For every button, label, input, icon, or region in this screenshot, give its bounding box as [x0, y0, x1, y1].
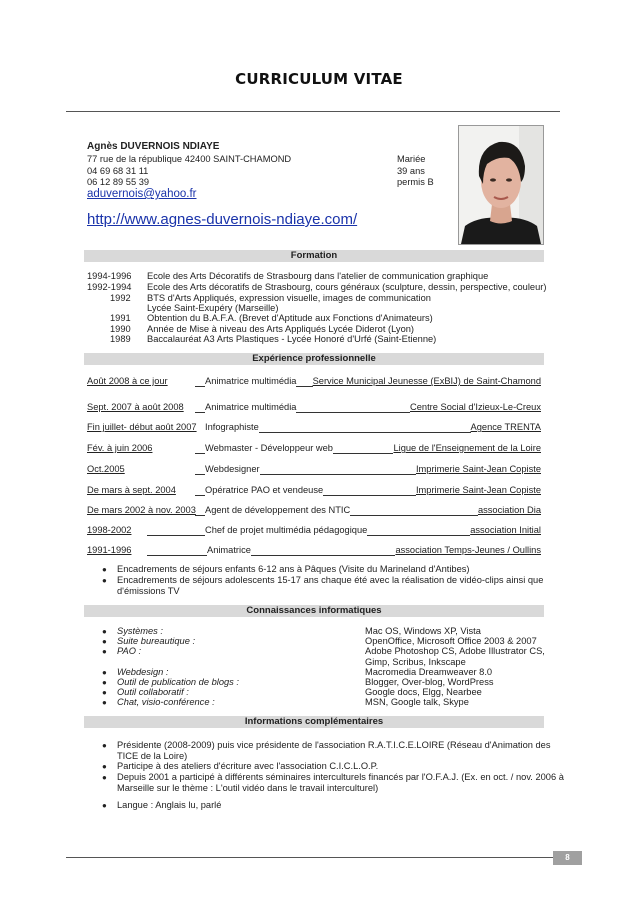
- experience-org: Agence TRENTA: [470, 422, 541, 432]
- experience-row: [87, 505, 541, 516]
- bullet-icon: ●: [102, 801, 107, 810]
- experience-role: Chef de projet multimédia pédagogique: [205, 525, 368, 535]
- formation-year: 1989: [110, 334, 131, 344]
- bullet-icon: ●: [102, 637, 107, 646]
- bullet-icon: ●: [102, 668, 107, 677]
- extra-line: Langue : Anglais lu, parlé: [117, 800, 222, 810]
- formation-text: Ecole des Arts décoratifs de Strasbourg, cours généraux (sculpture, dessin, perspective, couleur): [147, 282, 547, 292]
- person-phone-1: 04 69 68 31 11: [87, 166, 149, 176]
- skill-value: OpenOffice, Microsoft Office 2003 & 2007: [365, 636, 537, 646]
- bullet-icon: ●: [102, 678, 107, 687]
- experience-row: [87, 376, 541, 387]
- bullet-icon: ●: [102, 762, 107, 771]
- experience-date: Fin juillet- début août 2007: [87, 422, 197, 432]
- bullet-icon: ●: [102, 773, 107, 782]
- experience-heading: Expérience professionnelle: [84, 353, 544, 365]
- formation-text: Obtention du B.A.F.A. (Brevet d'Aptitude aux Fonctions d'Animateurs): [147, 313, 433, 323]
- person-phone-2: 06 12 89 55 39: [87, 177, 150, 187]
- formation-year: 1992: [110, 293, 131, 303]
- bullet-icon: ●: [102, 627, 107, 636]
- skill-label: PAO :: [117, 646, 142, 656]
- profile-photo: [458, 125, 544, 245]
- experience-row: [87, 545, 541, 556]
- experience-date: De mars à sept. 2004: [87, 485, 176, 495]
- skill-label: Chat, visio-conférence :: [117, 697, 215, 707]
- website-link[interactable]: http://www.agnes-duvernois-ndiaye.com/: [87, 211, 358, 228]
- person-license: permis B: [397, 177, 434, 187]
- extra-line: Marseille sur le thème : L'outil vidéo dans le travail interculturel): [117, 783, 379, 793]
- skill-value: MSN, Google talk, Skype: [365, 697, 469, 707]
- formation-heading: Formation: [84, 250, 544, 262]
- experience-date: 1998-2002: [87, 525, 132, 535]
- skill-label: Suite bureautique :: [117, 636, 196, 646]
- formation-year: 1991: [110, 313, 131, 323]
- experience-org: Centre Social d'Izieux-Le-Creux: [410, 402, 541, 412]
- experience-row: [87, 464, 541, 475]
- skill-value: Adobe Photoshop CS, Adobe Illustrator CS,: [365, 646, 545, 656]
- experience-row: [87, 485, 541, 496]
- experience-org: Ligue de l'Enseignement de la Loire: [393, 443, 541, 453]
- bullet-icon: ●: [102, 565, 107, 574]
- experience-row: [87, 443, 541, 454]
- person-marital-status: Mariée: [397, 154, 426, 164]
- title-divider: [66, 111, 560, 112]
- experience-org: Imprimerie Saint-Jean Copiste: [415, 485, 541, 495]
- extra-line: Participe à des ateliers d'écriture avec l'association C.I.C.L.O.P.: [117, 761, 379, 771]
- bullet-icon: ●: [102, 741, 107, 750]
- skill-label: Outil de publication de blogs :: [117, 677, 239, 687]
- skill-value: Gimp, Scribus, Inkscape: [365, 657, 466, 667]
- formation-text: BTS d'Arts Appliqués, expression visuelle, images de communication: [147, 293, 431, 303]
- skill-label: Systèmes :: [117, 626, 163, 636]
- experience-date: Fév. à juin 2006: [87, 443, 153, 453]
- formation-text: Lycée Saint-Exupéry (Marseille): [147, 303, 279, 313]
- experience-date: Sept. 2007 à août 2008: [87, 402, 184, 412]
- bullet-icon: ●: [102, 647, 107, 656]
- experience-role: Opératrice PAO et vendeuse: [205, 485, 324, 495]
- person-address: 77 rue de la république 42400 SAINT-CHAMOND: [87, 154, 292, 164]
- experience-row: [87, 422, 541, 433]
- experience-date: 1991-1996: [87, 545, 132, 555]
- experience-row: [87, 525, 541, 536]
- experience-role: Agent de développement des NTIC: [205, 505, 351, 515]
- experience-role: Webdesigner: [205, 464, 260, 474]
- person-email-link[interactable]: aduvernois@yahoo.fr: [87, 188, 197, 200]
- bullet-icon: ●: [102, 576, 107, 585]
- formation-text: Ecole des Arts Décoratifs de Strasbourg dans l'atelier de communication graphique: [147, 271, 489, 281]
- extra-line: Présidente (2008-2009) puis vice présidente de l'association R.A.T.I.C.E.LOIRE (Réseau d'Animation des: [117, 740, 551, 750]
- formation-year: 1994-1996: [87, 271, 132, 281]
- formation-year: 1992-1994: [87, 282, 132, 292]
- skill-label: Webdesign :: [117, 667, 169, 677]
- bullet-icon: ●: [102, 698, 107, 707]
- skill-value: Google docs, Elgg, Nearbee: [365, 687, 482, 697]
- experience-note: d'émissions TV: [117, 586, 180, 596]
- bullet-icon: ●: [102, 688, 107, 697]
- experience-date: Août 2008 à ce jour: [87, 376, 168, 386]
- experience-role: Animatrice multimédia: [205, 402, 297, 412]
- page-number: 8: [553, 851, 582, 865]
- experience-row: [87, 402, 541, 413]
- experience-date: De mars 2002 à nov. 2003: [87, 505, 196, 515]
- experience-role: Infographiste: [205, 422, 259, 432]
- person-name: Agnès DUVERNOIS NDIAYE: [87, 141, 220, 152]
- extra-line: Depuis 2001 a participé à différents séminaires interculturels financés par l'O.F.A.J. (Ex. en oct. / nov. 2006 à: [117, 772, 564, 782]
- skill-value: Macromedia Dreamweaver 8.0: [365, 667, 493, 677]
- extra-line: TICE de la Loire): [117, 751, 188, 761]
- experience-note: Encadrements de séjours enfants 6-12 ans à Pâques (Visite du Marineland d'Antibes): [117, 564, 470, 574]
- experience-role: Animatrice multimédia: [205, 376, 297, 386]
- experience-org: association Initial: [470, 525, 541, 535]
- skill-value: Mac OS, Windows XP, Vista: [365, 626, 481, 636]
- experience-org: association Dia: [477, 505, 541, 515]
- footer-divider: [66, 857, 553, 858]
- experience-note: Encadrements de séjours adolescents 15-17 ans chaque été avec la réalisation de vidéo-clips ainsi que: [117, 575, 544, 585]
- extra-heading: Informations complémentaires: [84, 716, 544, 728]
- person-age: 39 ans: [397, 166, 425, 176]
- formation-year: 1990: [110, 324, 131, 334]
- experience-role: Animatrice: [207, 545, 251, 555]
- formation-text: Année de Mise à niveau des Arts Appliqués Lycée Diderot (Lyon): [147, 324, 415, 334]
- experience-role: Webmaster - Développeur web: [205, 443, 333, 453]
- formation-text: Baccalauréat A3 Arts Plastiques - Lycée Honoré d'Urfé (Saint-Etienne): [147, 334, 437, 344]
- experience-org: Imprimerie Saint-Jean Copiste: [415, 464, 541, 474]
- page-title: CURRICULUM VITAE: [235, 70, 403, 88]
- experience-org: Service Municipal Jeunesse (ExBIJ) de Saint-Chamond: [312, 376, 541, 386]
- experience-date: Oct.2005: [87, 464, 125, 474]
- skill-value: Blogger, Over-blog, WordPress: [365, 677, 494, 687]
- skills-heading: Connaissances informatiques: [84, 605, 544, 617]
- skill-label: Outil collaboratif :: [117, 687, 189, 697]
- experience-org: association Temps-Jeunes / Oullins: [395, 545, 541, 555]
